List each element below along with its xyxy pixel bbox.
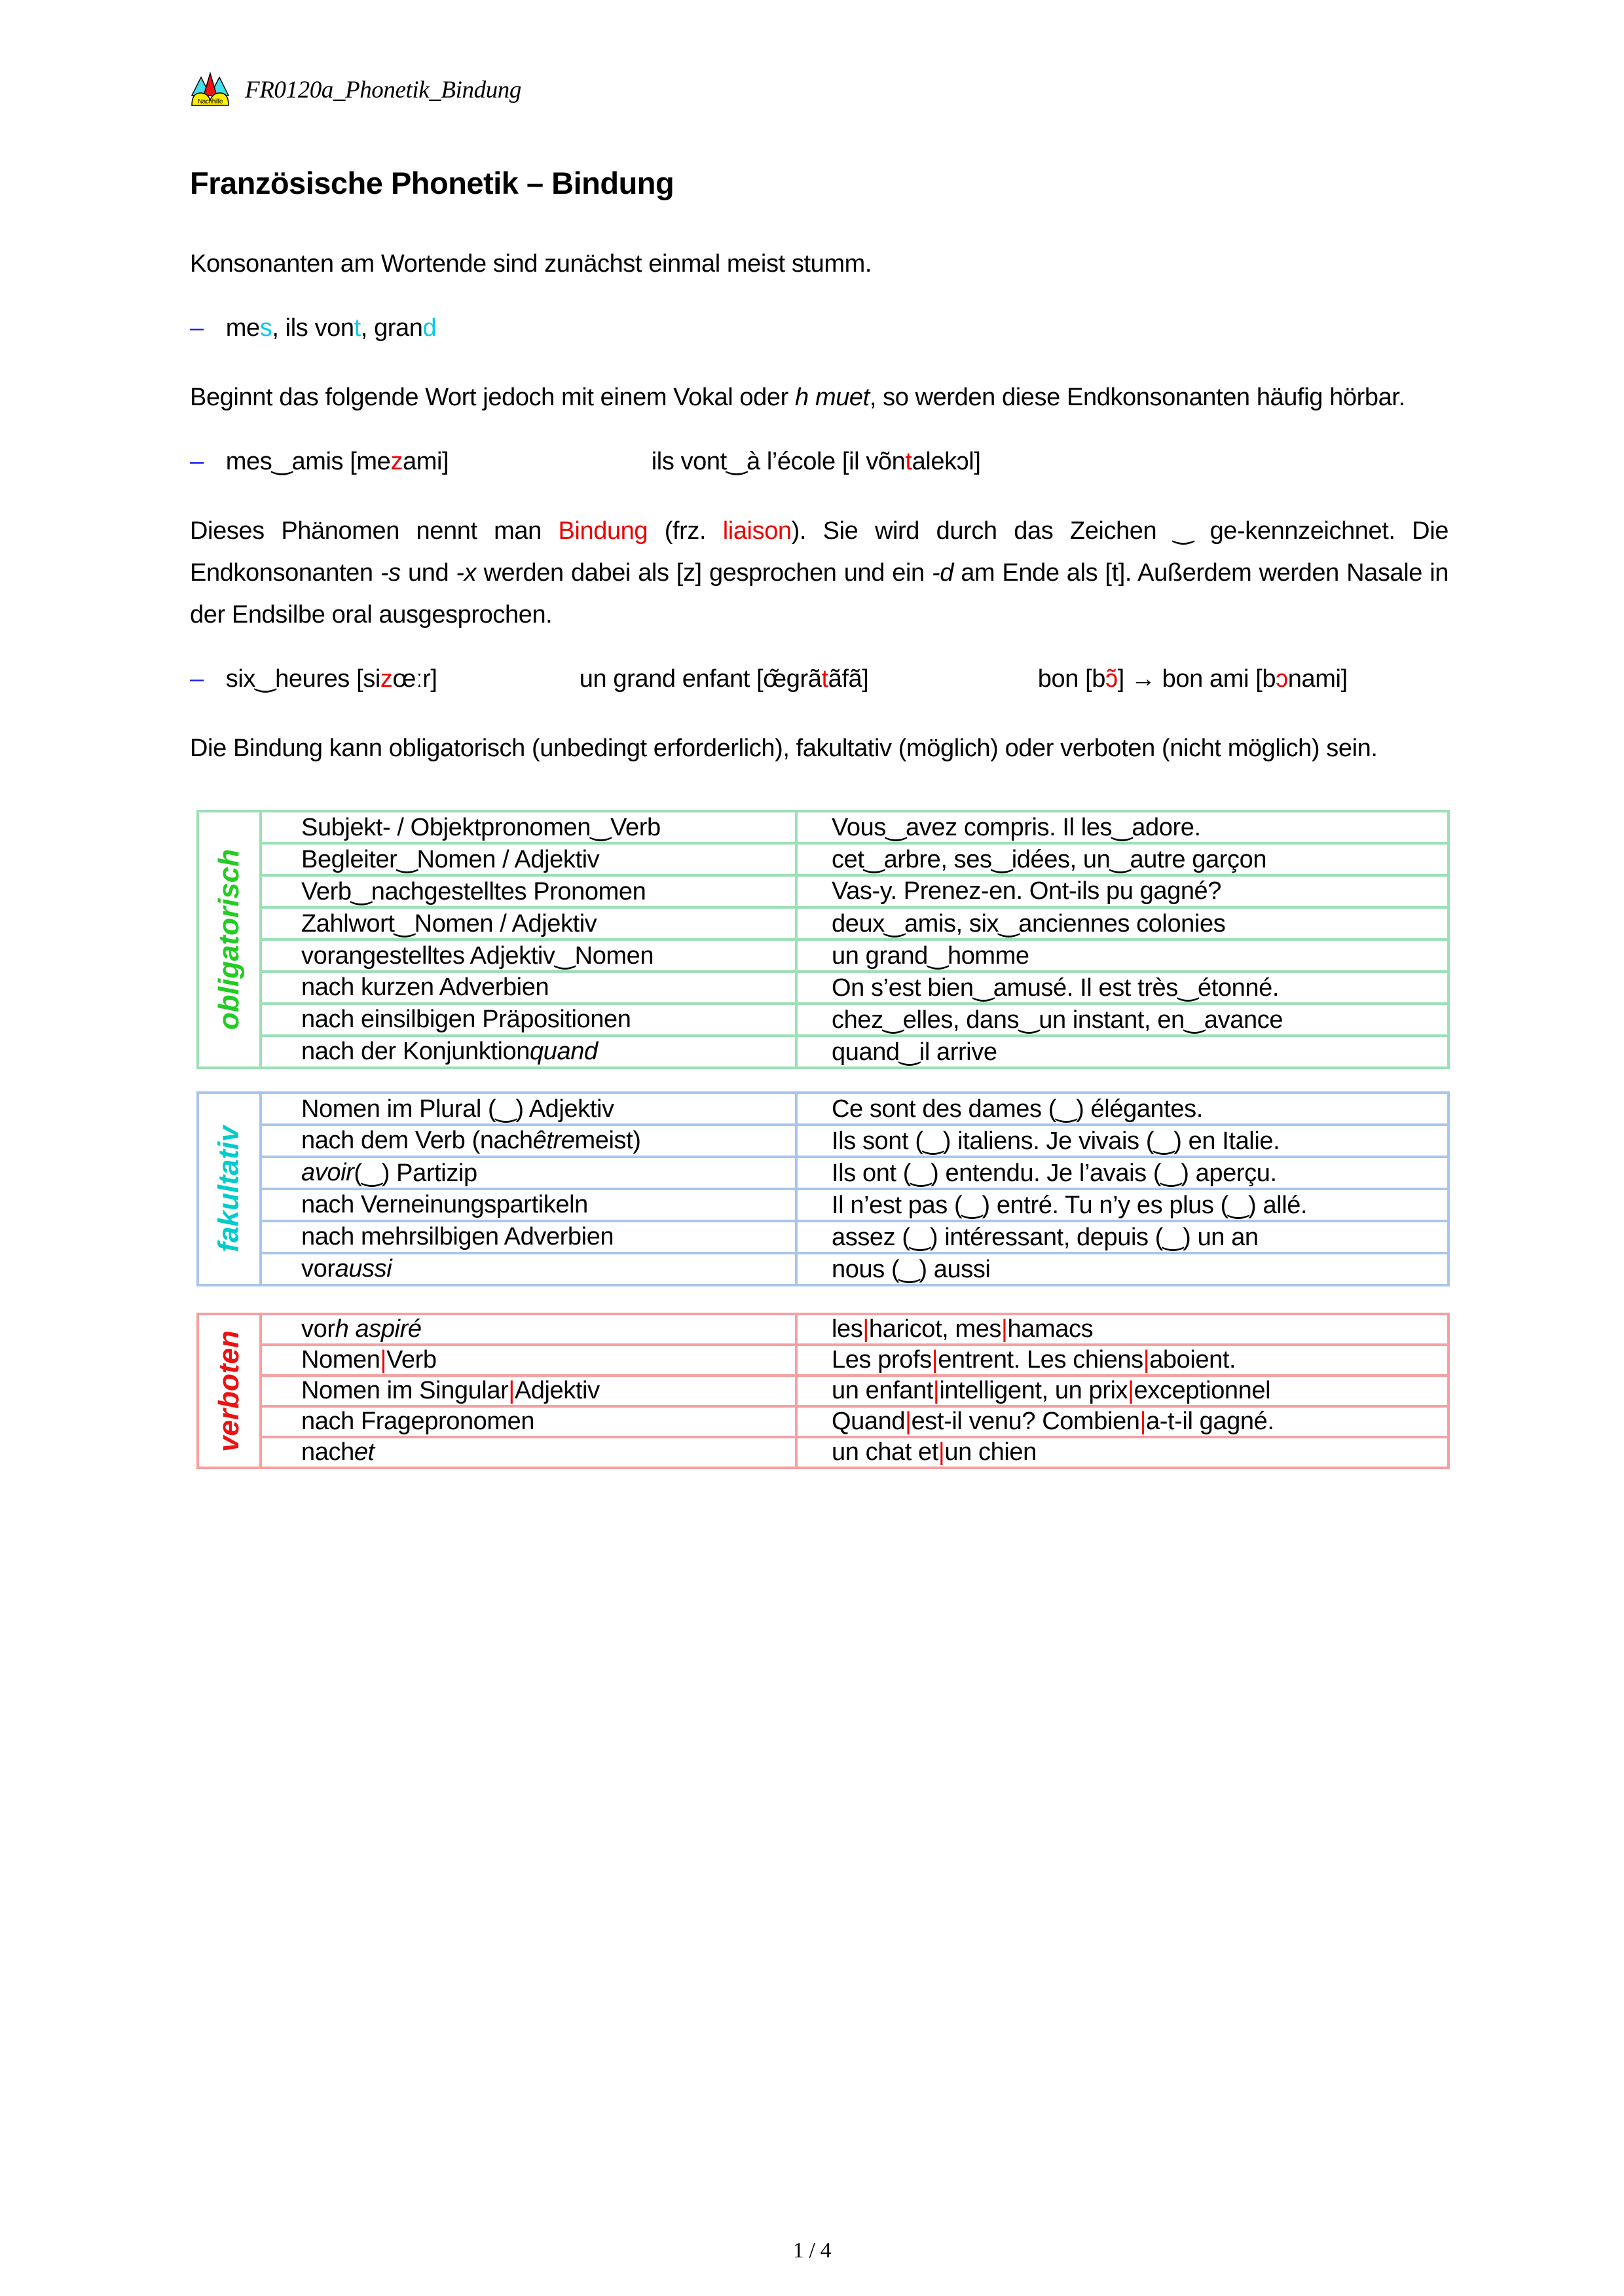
nachhilfe-logo-icon bbox=[190, 72, 231, 107]
bullet-dash: – bbox=[190, 665, 204, 693]
text-segment: hamacs bbox=[1007, 1315, 1094, 1343]
text-segment: On s’est bien‿amusé. Il est très‿étonné. bbox=[832, 974, 1279, 1002]
text-segment: ãfã] bbox=[828, 665, 869, 693]
text-segment: Nomen im Plural (‿) Adjektiv bbox=[301, 1095, 614, 1123]
text-segment: les bbox=[832, 1315, 863, 1343]
table-row bbox=[262, 845, 1447, 877]
table-row bbox=[262, 1037, 1447, 1066]
text-segment: z bbox=[380, 665, 393, 693]
text-segment: cet‿arbre, ses‿idées, un‿autre garçon bbox=[832, 846, 1267, 873]
example-cell bbox=[798, 1037, 1447, 1066]
table-category-cell bbox=[199, 812, 262, 1066]
bullet-silent-consonants bbox=[190, 307, 1449, 349]
text-segment: am Ende als [t]. Außerdem werden Nasale in der Endsilbe oral ausgesprochen. bbox=[190, 559, 1449, 629]
text-segment: | bbox=[380, 1346, 386, 1374]
text-segment: nach Fragepronomen bbox=[301, 1408, 535, 1435]
text-segment: z bbox=[390, 448, 403, 475]
text-segment: | bbox=[931, 1346, 938, 1374]
text-segment: chez‿elles, dans‿un instant, en‿avance bbox=[832, 1006, 1283, 1034]
table-rows bbox=[262, 1094, 1447, 1284]
table-row bbox=[262, 1346, 1447, 1377]
text-segment: un grand‿homme bbox=[832, 942, 1029, 970]
text-segment: und bbox=[400, 559, 456, 587]
text-segment: nach einsilbigen Präpositionen bbox=[301, 1006, 631, 1033]
text-segment: | bbox=[1139, 1408, 1147, 1435]
text-segment: un enfant bbox=[832, 1377, 933, 1404]
text-segment: Nomen bbox=[301, 1346, 380, 1374]
text-segment: a-t-il gagné. bbox=[1146, 1408, 1274, 1435]
text-segment: œːr] bbox=[392, 665, 437, 693]
table-row bbox=[262, 941, 1447, 973]
bullet-liaison-examples bbox=[190, 441, 1449, 483]
rule-cell bbox=[262, 1315, 798, 1343]
text-segment: un grand enfant [œ̃grã bbox=[579, 665, 822, 693]
text-segment: Zahlwort‿Nomen / Adjektiv bbox=[301, 910, 597, 938]
text-segment: vor bbox=[301, 1255, 335, 1283]
rule-cell bbox=[262, 973, 798, 1002]
rule-cell bbox=[262, 1005, 798, 1034]
example-cell bbox=[798, 1094, 1447, 1123]
logo-label: Nachhilfe bbox=[197, 98, 223, 105]
table-row bbox=[262, 1315, 1447, 1346]
table-obligatorisch bbox=[196, 810, 1450, 1069]
text-segment: être bbox=[532, 1127, 575, 1154]
text-segment: un chat et bbox=[832, 1438, 938, 1466]
category-label-fakultativ: fakultativ bbox=[213, 1125, 246, 1252]
rule-cell bbox=[262, 812, 798, 842]
text-segment: nach mehrsilbigen Adverbien bbox=[301, 1223, 614, 1250]
text-segment: | bbox=[862, 1315, 869, 1343]
table-row bbox=[262, 1377, 1447, 1408]
text-segment: | bbox=[508, 1377, 515, 1404]
text-segment: , ils von bbox=[272, 314, 354, 342]
example-cell bbox=[798, 1377, 1447, 1405]
text-segment: Bindung bbox=[558, 517, 648, 545]
bullet-text bbox=[226, 307, 437, 349]
text-segment: Il n’est pas (‿) entré. Tu n’y es plus (‿) allé. bbox=[832, 1192, 1308, 1219]
table-row bbox=[262, 1158, 1447, 1190]
text-segment: Ce sont des dames (‿) élégantes. bbox=[832, 1095, 1203, 1123]
text-segment: et bbox=[354, 1438, 375, 1466]
rule-cell bbox=[262, 1037, 798, 1066]
text-segment: entrent. Les chiens bbox=[938, 1346, 1143, 1374]
page-number: 1 / 4 bbox=[792, 2238, 832, 2263]
table-row bbox=[262, 1438, 1447, 1467]
text-segment: | bbox=[1128, 1377, 1134, 1404]
text-segment: ami] bbox=[403, 448, 449, 475]
table-row bbox=[262, 1005, 1447, 1037]
bullet-phonetic-examples bbox=[190, 658, 1449, 700]
text-segment: nach bbox=[301, 1438, 354, 1466]
example-mes-amis bbox=[226, 441, 652, 483]
text-segment: | bbox=[1001, 1315, 1008, 1343]
text-segment: nach der Konjunktion bbox=[301, 1038, 530, 1065]
text-segment: t bbox=[821, 665, 828, 693]
text-segment: -s bbox=[380, 559, 401, 587]
example-cell bbox=[798, 1254, 1447, 1284]
table-row bbox=[262, 1094, 1447, 1126]
text-segment: (frz. bbox=[648, 517, 723, 545]
text-segment: ɔ bbox=[1276, 665, 1288, 693]
example-cell bbox=[798, 845, 1447, 874]
text-segment: ). Sie wird durch das Zeichen ‿ ge-kennzeichnet. Die Endkonsonanten bbox=[190, 517, 1449, 587]
text-segment: -x bbox=[456, 559, 477, 587]
text-segment: nous (‿) aussi bbox=[832, 1256, 991, 1283]
text-segment: (‿) Partizip bbox=[354, 1159, 477, 1187]
table-row bbox=[262, 1190, 1447, 1222]
text-segment: Nomen im Singular bbox=[301, 1377, 509, 1404]
text-segment: vorangestelltes Adjektiv‿Nomen bbox=[301, 942, 654, 970]
text-segment: t bbox=[905, 448, 912, 475]
text-segment: Vous‿avez compris. Il les‿adore. bbox=[832, 814, 1201, 841]
example-ils-vont bbox=[652, 441, 981, 483]
text-segment: d bbox=[422, 314, 437, 342]
example-cell bbox=[798, 1408, 1447, 1436]
example-cell bbox=[798, 1126, 1447, 1156]
text-segment: vor bbox=[301, 1315, 335, 1343]
text-segment: | bbox=[932, 1377, 940, 1404]
text-segment: aboient. bbox=[1149, 1346, 1236, 1374]
text-segment: ] → bon ami [b bbox=[1117, 665, 1276, 693]
rule-cell bbox=[262, 1222, 798, 1252]
text-segment: Verb bbox=[386, 1346, 437, 1374]
example-cell bbox=[798, 1222, 1447, 1252]
text-segment: mes‿amis [me bbox=[225, 448, 391, 475]
text-segment: liaison bbox=[722, 517, 792, 545]
table-rows bbox=[262, 1315, 1447, 1467]
example-cell bbox=[798, 941, 1447, 970]
text-segment: | bbox=[1143, 1346, 1150, 1374]
rule-cell bbox=[262, 1254, 798, 1284]
bullet-dash: – bbox=[190, 448, 204, 475]
rule-cell bbox=[262, 1158, 798, 1188]
example-cell bbox=[798, 1346, 1447, 1374]
text-segment: nach Verneinungspartikeln bbox=[301, 1191, 588, 1218]
example-cell bbox=[798, 909, 1447, 938]
example-cell bbox=[798, 1438, 1447, 1467]
text-segment: assez (‿) intéressant, depuis (‿) un an bbox=[832, 1224, 1259, 1251]
text-segment: six‿heures [si bbox=[225, 665, 380, 693]
text-segment: quand bbox=[530, 1038, 598, 1065]
example-cell bbox=[798, 1315, 1447, 1343]
text-segment: werden dabei als [z] gesprochen und ein bbox=[476, 559, 932, 587]
text-segment: Adjektiv bbox=[514, 1377, 600, 1404]
text-segment: deux‿amis, six‿anciennes colonies bbox=[832, 910, 1226, 938]
text-segment: nach dem Verb (nach bbox=[301, 1127, 533, 1154]
text-segment: nach kurzen Adverbien bbox=[301, 974, 549, 1001]
page-title: Französische Phonetik – Bindung bbox=[190, 166, 674, 200]
text-segment: Dieses Phänomen nennt man bbox=[190, 517, 559, 545]
rule-cell bbox=[262, 1190, 798, 1220]
table-category-cell bbox=[199, 1094, 262, 1284]
text-segment: h aspiré bbox=[335, 1315, 422, 1343]
example-cell bbox=[798, 812, 1447, 842]
bullet-dash: – bbox=[190, 314, 204, 342]
text-segment: Ils sont (‿) italiens. Je vivais (‿) en Italie. bbox=[832, 1127, 1280, 1155]
text-segment: Begleiter‿Nomen / Adjektiv bbox=[301, 846, 600, 873]
rule-cell bbox=[262, 1408, 798, 1436]
text-segment: , gran bbox=[360, 314, 423, 342]
table-row bbox=[262, 877, 1447, 909]
table-fakultativ bbox=[196, 1091, 1450, 1286]
table-row bbox=[262, 1408, 1447, 1438]
text-segment: meist) bbox=[574, 1127, 641, 1154]
example-cell bbox=[798, 877, 1447, 906]
example-grand-enfant bbox=[580, 658, 1038, 700]
text-segment: ɔ̃ bbox=[1105, 665, 1118, 693]
text-segment: -d bbox=[931, 559, 953, 587]
paragraph-intro: Konsonanten am Wortende sind zunächst einmal meist stumm. bbox=[190, 250, 872, 278]
table-row bbox=[262, 1126, 1447, 1158]
text-segment: Verb‿nachgestelltes Pronomen bbox=[301, 878, 646, 905]
text-segment: me bbox=[225, 314, 260, 342]
paragraph-vowel-rule bbox=[190, 376, 1449, 418]
text-segment: alekɔl] bbox=[912, 448, 981, 475]
rule-cell bbox=[262, 941, 798, 970]
text-segment: t bbox=[354, 314, 361, 342]
text-segment: intelligent, un prix bbox=[939, 1377, 1128, 1404]
rule-cell bbox=[262, 1346, 798, 1374]
category-label-verboten: verboten bbox=[213, 1330, 246, 1452]
table-row bbox=[262, 1222, 1447, 1254]
text-segment: s bbox=[259, 314, 272, 342]
example-cell bbox=[798, 973, 1447, 1002]
rule-cell bbox=[262, 877, 798, 906]
document-code: FR0120a_Phonetik_Bindung bbox=[245, 76, 521, 103]
text-segment: quand‿il arrive bbox=[832, 1038, 997, 1066]
example-cell bbox=[798, 1190, 1447, 1220]
paragraph-bindung-definition bbox=[190, 510, 1449, 636]
text-segment: h muet bbox=[795, 384, 870, 411]
text-segment: nami] bbox=[1287, 665, 1348, 693]
rule-cell bbox=[262, 845, 798, 874]
table-category-cell bbox=[199, 1315, 262, 1467]
text-segment: avoir bbox=[301, 1159, 354, 1186]
rule-cell bbox=[262, 1377, 798, 1405]
text-segment: Subjekt- / Objektpronomen‿Verb bbox=[301, 814, 661, 841]
table-row bbox=[262, 973, 1447, 1005]
text-segment: exceptionnel bbox=[1134, 1377, 1271, 1404]
text-segment: haricot, mes bbox=[868, 1315, 1002, 1343]
text-segment: Beginnt das folgende Wort jedoch mit einem Vokal oder bbox=[190, 384, 796, 411]
table-rows bbox=[262, 812, 1447, 1066]
text-segment: | bbox=[938, 1438, 945, 1466]
document-header bbox=[190, 0, 1449, 107]
example-cell bbox=[798, 1158, 1447, 1188]
text-segment: , so werden diese Endkonsonanten häufig hörbar. bbox=[869, 384, 1405, 411]
table-row bbox=[262, 909, 1447, 941]
rule-cell bbox=[262, 1126, 798, 1156]
text-segment: bon [b bbox=[1037, 665, 1105, 693]
text-segment: un chien bbox=[944, 1438, 1037, 1466]
text-segment: Ils ont (‿) entendu. Je l’avais (‿) aperçu. bbox=[832, 1159, 1277, 1187]
text-segment: est-il venu? Combien bbox=[911, 1408, 1140, 1435]
text-segment: Quand bbox=[832, 1408, 906, 1435]
rule-cell bbox=[262, 909, 798, 938]
example-six-heures bbox=[226, 658, 580, 700]
table-row bbox=[262, 812, 1447, 845]
example-cell bbox=[798, 1005, 1447, 1034]
rule-cell bbox=[262, 1094, 798, 1123]
category-label-obligatorisch: obligatorisch bbox=[213, 848, 245, 1030]
text-segment: Vas-y. Prenez-en. Ont-ils pu gagné? bbox=[832, 877, 1222, 905]
table-verboten bbox=[196, 1313, 1450, 1469]
text-segment: aussi bbox=[335, 1255, 392, 1283]
text-segment: Les profs bbox=[832, 1346, 932, 1374]
example-bon-ami bbox=[1038, 658, 1348, 700]
table-row bbox=[262, 1254, 1447, 1284]
text-segment: | bbox=[905, 1408, 912, 1435]
text-segment: ils vont‿à l’école [il võn bbox=[651, 448, 906, 475]
rule-cell bbox=[262, 1438, 798, 1467]
paragraph-bindung-types: Die Bindung kann obligatorisch (unbedingt erforderlich), fakultativ (möglich) oder verboten (nicht möglich) sein. bbox=[190, 735, 1378, 762]
